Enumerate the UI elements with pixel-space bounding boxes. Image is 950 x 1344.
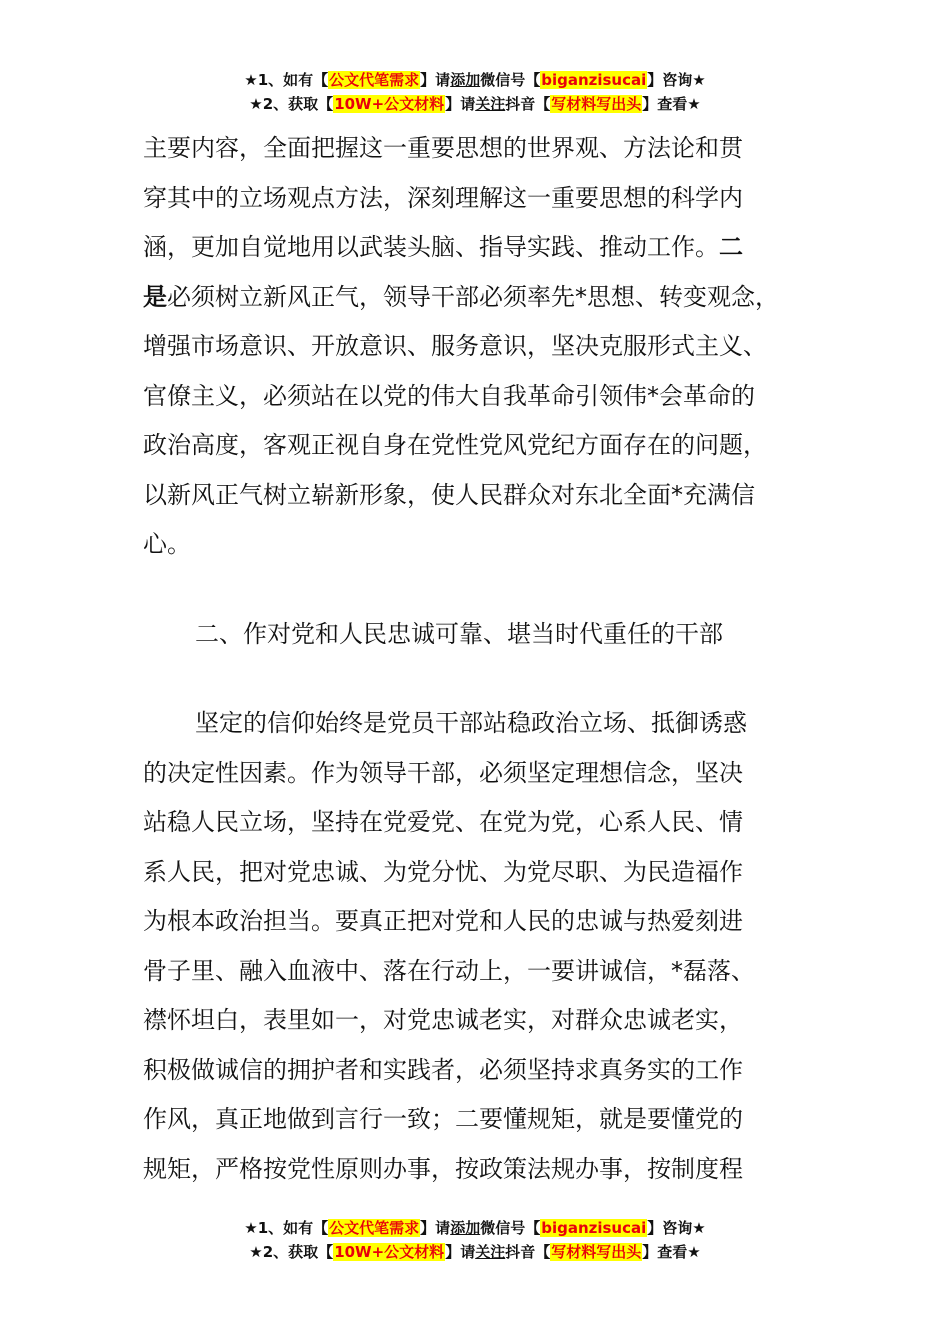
banner-text: 】请 xyxy=(420,1219,451,1237)
text-line xyxy=(143,273,823,323)
text-line: 为根本政治担当。要真正把对党和人民的忠诚与热爱刻进 xyxy=(143,907,743,935)
text-line: 骨子里、融入血液中、落在行动上，一要讲诚信，*磊落、 xyxy=(143,956,755,985)
banner-text: 】咨询★ xyxy=(647,1219,706,1237)
banner-underlined-text: 关注 xyxy=(475,1243,506,1261)
paragraph-spacer xyxy=(143,570,823,610)
banner-text: 抖音【 xyxy=(505,1243,551,1261)
highlight-douyin-account: 写材料写出头 xyxy=(551,1243,642,1261)
banner-underlined-text: 关注 xyxy=(475,95,506,113)
text-line: 站稳人民立场，坚持在党爱党、在党为党，心系人民、情 xyxy=(143,808,743,836)
banner-text: 微信号【 xyxy=(480,1219,541,1237)
banner-text: 抖音【 xyxy=(505,95,551,113)
header-banner-line-2 xyxy=(0,92,950,116)
paragraph-2 xyxy=(143,699,823,1194)
text-line: 襟怀坦白，表里如一，对党忠诚老实，对群众忠诚老实， xyxy=(143,1006,743,1034)
banner-text: ★2、获取【 xyxy=(249,95,334,113)
header-banner-line-1 xyxy=(0,68,950,92)
banner-text: 】查看★ xyxy=(642,95,701,113)
bold-ordinal: 是 xyxy=(143,282,167,311)
banner-text: ★1、如有【 xyxy=(244,1219,329,1237)
highlight-materials: 10W+公文材料 xyxy=(334,95,445,113)
text-line: 穿其中的立场观点方法，深刻理解这一重要思想的科学内 xyxy=(143,183,743,212)
highlight-douyin-account: 写材料写出头 xyxy=(551,95,642,113)
banner-text: ★2、获取【 xyxy=(249,1243,334,1261)
highlight-service: 公文代笔需求 xyxy=(329,71,420,89)
banner-text: 】请 xyxy=(445,95,476,113)
text-segment: 必须树立新风正气，领导干部必须率先*思想、转变观念， xyxy=(167,282,779,311)
banner-text: 】咨询★ xyxy=(647,71,706,89)
highlight-materials: 10W+公文材料 xyxy=(334,1243,445,1261)
text-line: 作风，真正地做到言行一致；二要懂规矩，就是要懂党的 xyxy=(143,1105,743,1133)
text-segment: 涵，更加自觉地用以武装头脑、指导实践、推动工作。 xyxy=(143,233,719,261)
bold-ordinal: 二 xyxy=(719,233,743,261)
text-line: 增强市场意识、开放意识、服务意识，坚决克服形式主义、 xyxy=(143,332,767,360)
text-line: 心。 xyxy=(143,530,191,558)
text-line: 系人民，把对党忠诚、为党分忧、为党尽职、为民造福作 xyxy=(143,857,743,886)
paragraph-spacer xyxy=(143,659,823,699)
text-line: 坚定的信仰始终是党员干部站稳政治立场、抵御诱惑 xyxy=(195,709,747,737)
banner-text: ★1、如有【 xyxy=(244,71,329,89)
highlight-wechat-id: biganzisucai xyxy=(541,71,647,89)
text-line: 积极做诚信的拥护者和实践者，必须坚持求真务实的工作 xyxy=(143,1055,743,1084)
text-line: 主要内容，全面把握这一重要思想的世界观、方法论和贯 xyxy=(143,134,743,162)
document-body xyxy=(143,124,823,1194)
highlight-wechat-id: biganzisucai xyxy=(541,1219,647,1237)
footer-banner-line-1 xyxy=(0,1216,950,1240)
text-line xyxy=(143,223,823,273)
highlight-service: 公文代笔需求 xyxy=(329,1219,420,1237)
text-line: 的决定性因素。作为领导干部，必须坚定理想信念，坚决 xyxy=(143,758,743,787)
banner-text: 】请 xyxy=(445,1243,476,1261)
text-line: 官僚主义，必须站在以党的伟大自我革命引领伟*会革命的 xyxy=(143,381,755,410)
banner-underlined-text: 添加 xyxy=(450,1219,481,1237)
footer-banner xyxy=(0,1216,950,1264)
banner-text: 】查看★ xyxy=(642,1243,701,1261)
text-line: 规矩，严格按党性原则办事，按政策法规办事，按制度程 xyxy=(143,1154,743,1183)
text-line: 政治高度，客观正视自身在党性党风党纪方面存在的问题， xyxy=(143,431,767,459)
banner-text: 微信号【 xyxy=(480,71,541,89)
banner-underlined-text: 添加 xyxy=(450,71,481,89)
footer-banner-line-2 xyxy=(0,1240,950,1264)
paragraph-1 xyxy=(143,124,823,570)
section-heading: 二、作对党和人民忠诚可靠、堪当时代重任的干部 xyxy=(195,619,723,648)
header-banner xyxy=(0,68,950,116)
text-line: 以新风正气树立崭新形象，使人民群众对东北全面*充满信 xyxy=(143,480,755,509)
banner-text: 】请 xyxy=(420,71,451,89)
